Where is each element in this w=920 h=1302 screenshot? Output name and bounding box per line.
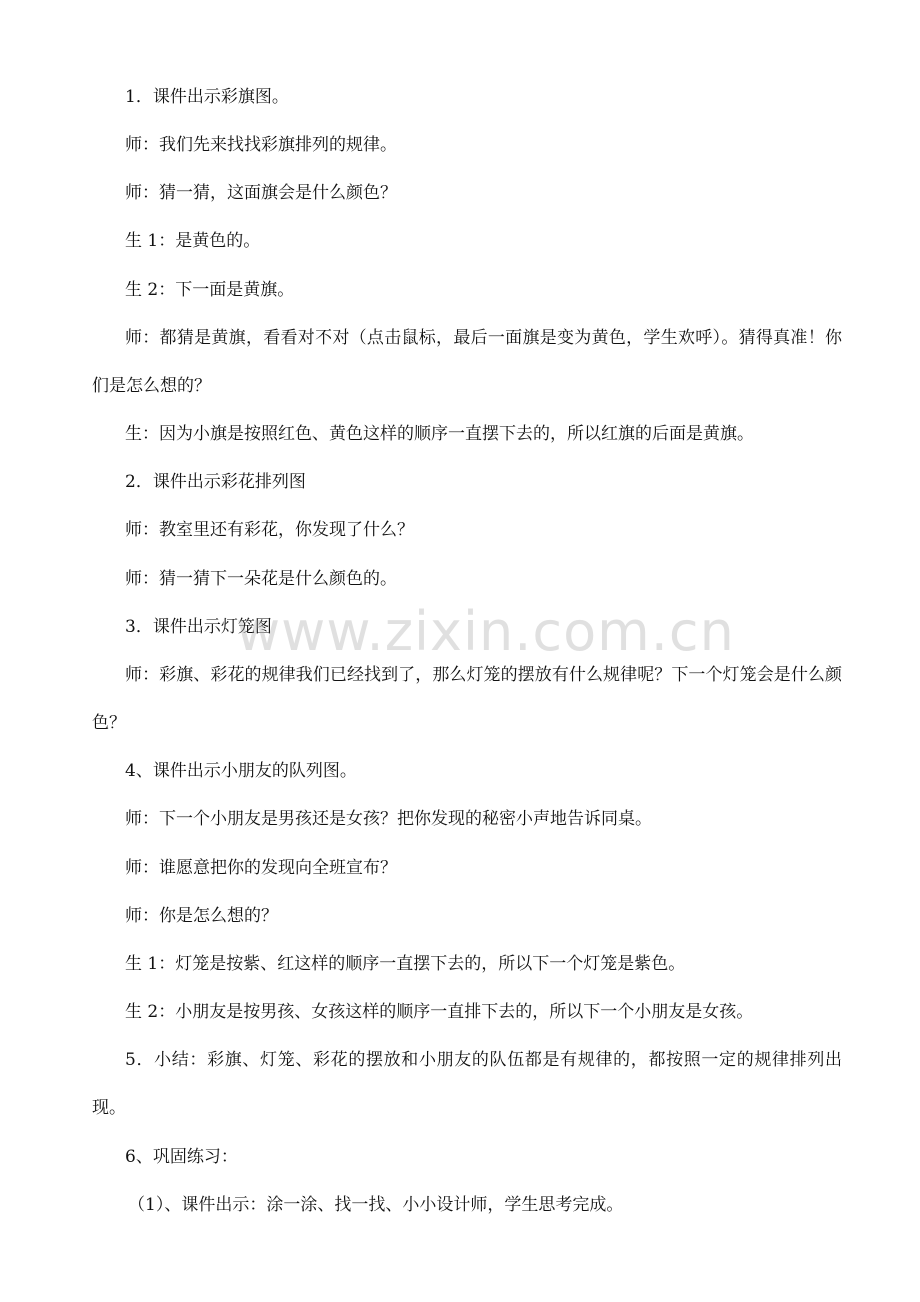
paragraph-16: 师：你是怎么想的？ [125, 906, 278, 926]
paragraph-1: 1．课件出示彩旗图。 [125, 87, 289, 107]
paragraph-13: 4、课件出示小朋友的队列图。 [125, 761, 357, 781]
paragraph-3: 师：猜一猜，这面旗会是什么颜色？ [125, 183, 397, 203]
paragraph-6: 师：都猜是黄旗，看看对不对（点击鼠标，最后一面旗是变为黄色，学生欢呼）。猜得真准！你们是怎么想的？ [92, 328, 842, 396]
paragraph-4: 生 1：是黄色的。 [125, 231, 261, 251]
paragraph-5: 生 2：下一面是黄旗。 [125, 280, 295, 300]
paragraph-8: 2．课件出示彩花排列图 [125, 472, 306, 492]
paragraph-12: 师：彩旗、彩花的规律我们已经找到了，那么灯笼的摆放有什么规律呢？下一个灯笼会是什么颜色？ [92, 665, 842, 733]
paragraph-17: 生 1：灯笼是按紫、红这样的顺序一直摆下去的，所以下一个灯笼是紫色。 [125, 954, 686, 974]
paragraph-9: 师：教室里还有彩花，你发现了什么？ [125, 520, 414, 540]
paragraph-2: 师：我们先来找找彩旗排列的规律。 [125, 135, 397, 155]
paragraph-18: 生 2：小朋友是按男孩、女孩这样的顺序一直排下去的，所以下一个小朋友是女孩。 [125, 1002, 754, 1022]
paragraph-19: 5．小结：彩旗、灯笼、彩花的摆放和小朋友的队伍都是有规律的，都按照一定的规律排列出现。 [92, 1050, 842, 1118]
paragraph-15: 师：谁愿意把你的发现向全班宣布？ [125, 858, 397, 878]
paragraph-21: （1）、课件出示：涂一涂、找一找、小小设计师，学生思考完成。 [128, 1195, 624, 1215]
watermark-text: www.zixin.com.cn [236, 600, 735, 663]
paragraph-20: 6、巩固练习： [125, 1147, 238, 1167]
paragraph-10: 师：猜一猜下一朵花是什么颜色的。 [125, 569, 397, 589]
paragraph-7: 生：因为小旗是按照红色、黄色这样的顺序一直摆下去的，所以红旗的后面是黄旗。 [125, 424, 754, 444]
paragraph-11: 3．课件出示灯笼图 [125, 617, 272, 637]
paragraph-14: 师：下一个小朋友是男孩还是女孩？把你发现的秘密小声地告诉同桌。 [125, 809, 652, 829]
